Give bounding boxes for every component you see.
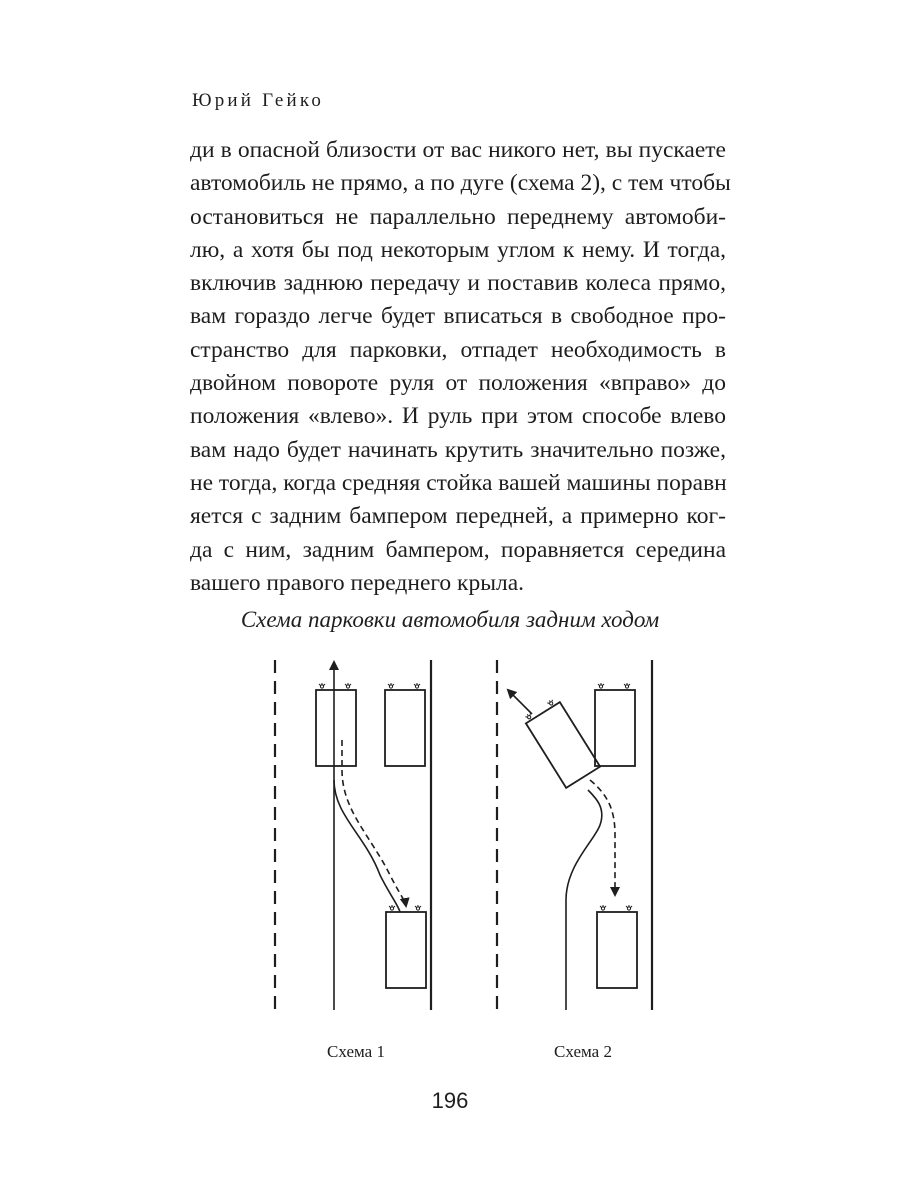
scheme-1-label: Схема 1 bbox=[327, 1042, 385, 1061]
text-line: лю, а хотя бы под некоторым углом к нему. И тогда, bbox=[190, 236, 726, 263]
text-line: странство для парковки, отпадет необходимость в bbox=[190, 336, 726, 363]
car-parked-target bbox=[597, 912, 637, 988]
path-curve-solid bbox=[334, 780, 400, 912]
text-line: остановиться не параллельно переднему автомоби- bbox=[190, 203, 726, 230]
text-line: двойном повороте руля от положения «вправо» до bbox=[190, 370, 726, 397]
figure-caption: Схема парковки автомобиля задним ходом bbox=[240, 607, 660, 632]
text-line: вам гораздо легче будет вписаться в свободное про- bbox=[190, 303, 726, 330]
text-line: автомобиль не прямо, а по дуге (схема 2), с тем чтобы bbox=[190, 170, 731, 197]
text-line-last: вашего правого переднего крыла. bbox=[190, 569, 525, 596]
car-rear bbox=[385, 690, 425, 766]
scheme-2-label: Схема 2 bbox=[554, 1042, 612, 1061]
page-number: 196 bbox=[431, 1088, 469, 1113]
scheme-2 bbox=[497, 660, 652, 1010]
car-angled bbox=[522, 696, 600, 788]
body-text bbox=[190, 134, 731, 600]
parking-diagram bbox=[250, 650, 670, 1070]
text-line: ди в опасной близости от вас никого нет, вы пускаете bbox=[190, 137, 726, 163]
scheme-1 bbox=[275, 660, 431, 1010]
running-head: Юрий Гейко bbox=[192, 90, 325, 111]
text-line: яется с задним бампером передней, а примерно ког- bbox=[190, 503, 726, 530]
text-line: положения «влево». И руль при этом способе влево bbox=[190, 403, 726, 430]
path-curve-dashed bbox=[342, 740, 406, 906]
text-line: вам надо будет начинать крутить значительно позже, bbox=[190, 436, 726, 463]
car-front bbox=[316, 690, 356, 766]
car-rear bbox=[595, 690, 635, 766]
text-line: не тогда, когда средняя стойка вашей машины поравн bbox=[190, 469, 727, 496]
car-parked-target bbox=[386, 912, 426, 988]
exit-arrow bbox=[508, 690, 532, 714]
text-line: включив заднюю передачу и поставив колеса прямо, bbox=[190, 270, 726, 297]
text-line: да с ним, задним бампером, поравняется середина bbox=[190, 536, 726, 563]
